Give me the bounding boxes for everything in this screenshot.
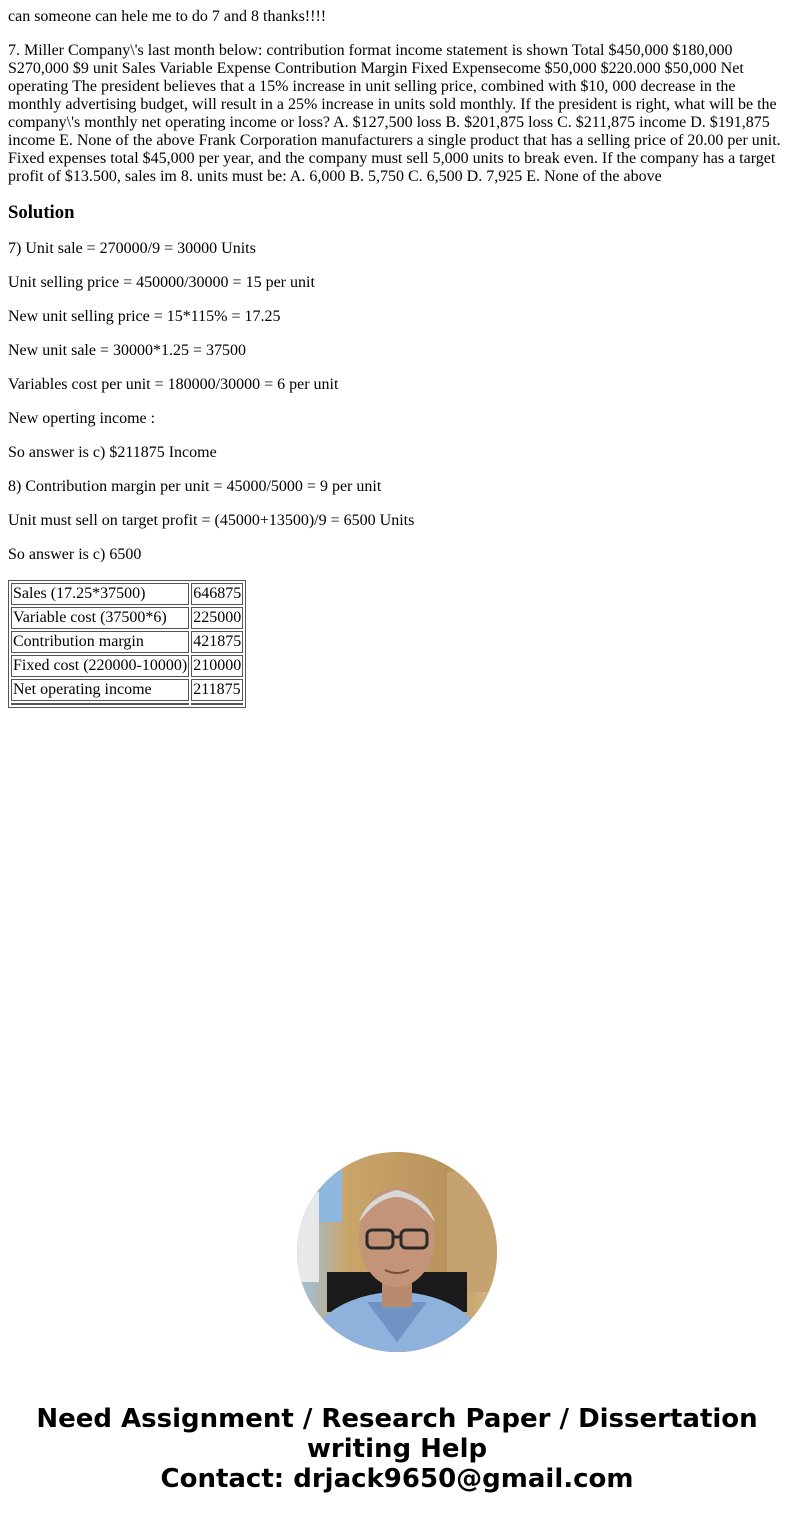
solution-line: So answer is c) 6500 bbox=[8, 546, 142, 563]
table-row-empty bbox=[11, 703, 243, 705]
solution-line: 7) Unit sale = 270000/9 = 30000 Units bbox=[8, 240, 256, 257]
table-cell-value: 421875 bbox=[191, 631, 243, 653]
promo-banner bbox=[0, 1152, 794, 1494]
solution-line: So answer is c) $211875 Income bbox=[8, 444, 217, 461]
table-cell-value: 225000 bbox=[191, 607, 243, 629]
page-content bbox=[0, 0, 794, 708]
solution-line: New unit selling price = 15*115% = 17.25 bbox=[8, 308, 281, 325]
question-body: 7. Miller Company\'s last month below: contribution format income statement is shown Total $450,000 $180,000 S270,000 $9 unit Sales Variable Expense Contribution Margin Fixed Expensecome $50,000 $220.000 $50,000 Net operating The president believes that a 15% increase in unit selling price, combined with $10, 000 decrease in the monthly advertising budget, will result in a 25% increase in units sold monthly. If the president is right, what will be the company\'s monthly net operating income or loss? A. $127,500 loss B. $201,875 loss C. $211,875 income D. $191,875 income E. None of the above Frank Corporation manufacturers a single product that has a selling price of 20.00 per unit. Fixed expenses total $45,000 per year, and the company must sell 5,000 units to break even. If the company has a target profit of $13.500, sales im 8. units must be: A. 6,000 B. 5,750 C. 6,500 D. 7,925 E. None of the above bbox=[8, 42, 781, 185]
table-cell-empty bbox=[191, 703, 243, 705]
table-cell-value: 211875 bbox=[191, 679, 243, 701]
promo-line: writing Help bbox=[306, 1434, 488, 1464]
table-cell-value: 210000 bbox=[191, 655, 243, 677]
promo-contact: Contact: drjack9650@gmail.com bbox=[160, 1464, 634, 1494]
solution-line: 8) Contribution margin per unit = 45000/5000 = 9 per unit bbox=[8, 478, 382, 495]
table-row bbox=[11, 679, 243, 701]
solution-line: New operting income : bbox=[8, 410, 156, 427]
solution-line: New unit sale = 30000*1.25 = 37500 bbox=[8, 342, 247, 359]
avatar bbox=[297, 1152, 497, 1352]
solution-line: Unit must sell on target profit = (45000+13500)/9 = 6500 Units bbox=[8, 512, 415, 529]
table-cell-label: Contribution margin bbox=[11, 631, 189, 653]
table-cell-value: 646875 bbox=[191, 583, 243, 605]
table-cell-label: Variable cost (37500*6) bbox=[11, 607, 189, 629]
avatar-portrait-image bbox=[297, 1152, 497, 1352]
solution-line: Variables cost per unit = 180000/30000 = 6 per unit bbox=[8, 376, 339, 393]
table-row bbox=[11, 631, 243, 653]
table-cell-empty bbox=[11, 703, 189, 705]
promo-text bbox=[0, 1404, 794, 1494]
income-statement-table bbox=[8, 580, 246, 708]
table-row bbox=[11, 607, 243, 629]
table-cell-label: Fixed cost (220000-10000) bbox=[11, 655, 189, 677]
solution-line: Unit selling price = 450000/30000 = 15 per unit bbox=[8, 274, 315, 291]
solution-heading: Solution bbox=[8, 202, 75, 223]
question-intro: can someone can hele me to do 7 and 8 thanks!!!! bbox=[8, 8, 327, 25]
table-row bbox=[11, 655, 243, 677]
promo-line: Need Assignment / Research Paper / Dissertation bbox=[36, 1404, 758, 1434]
table-cell-label: Sales (17.25*37500) bbox=[11, 583, 189, 605]
table-row bbox=[11, 583, 243, 605]
table-cell-label: Net operating income bbox=[11, 679, 189, 701]
